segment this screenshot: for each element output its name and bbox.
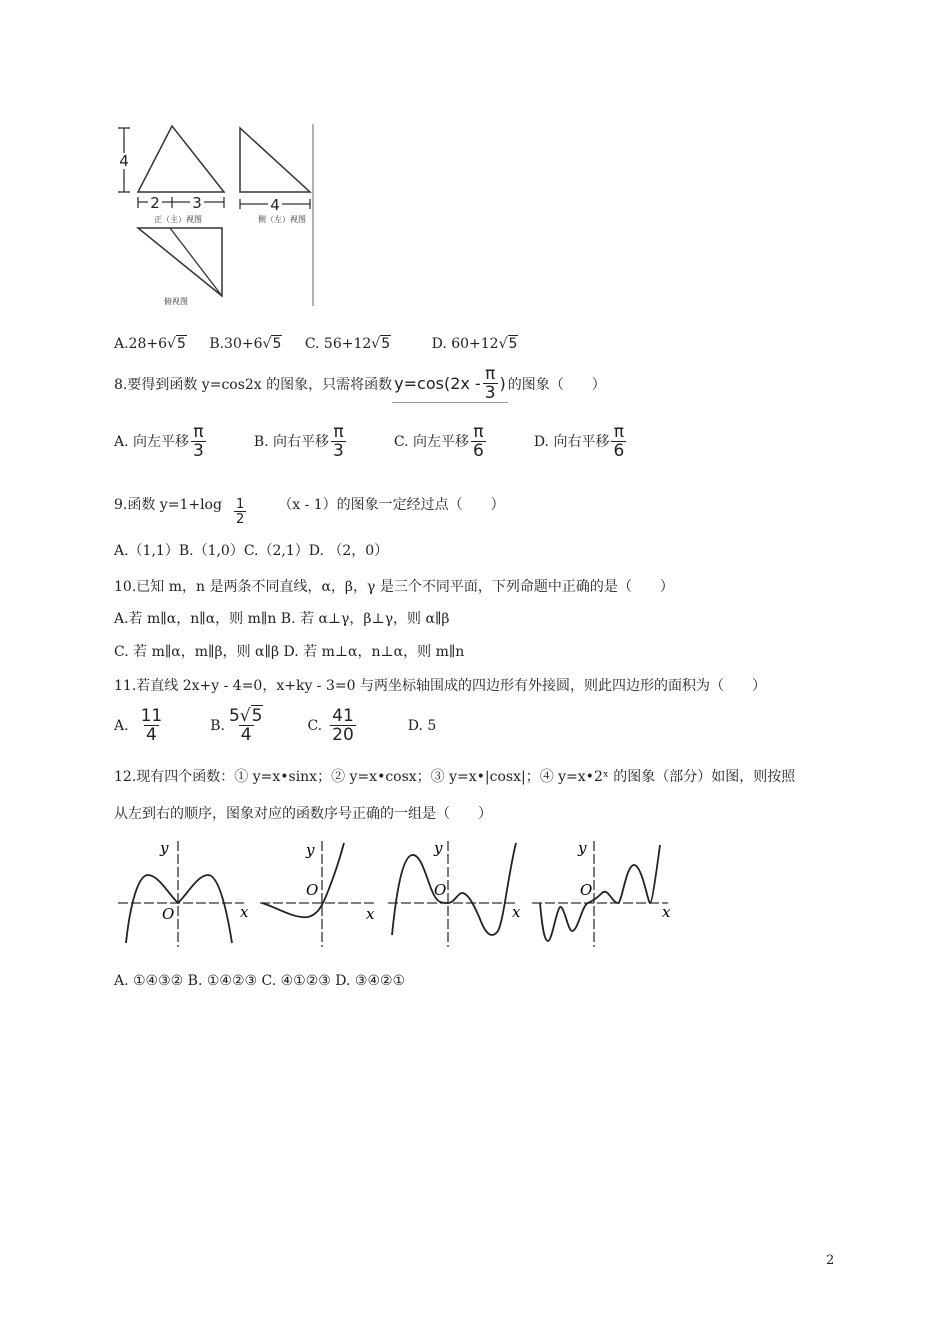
q12-options: A. ①④③② B. ①④②③ C. ④①②③ D. ③④②① (114, 973, 406, 989)
q7-option-c (305, 335, 391, 353)
q8-stem-post: 的图象（ ） (507, 376, 606, 393)
q10-options-ab: A.若 m∥α，n∥α，则 m∥n B. 若 α⊥γ，β⊥γ，则 α∥β (114, 611, 450, 627)
q11-stem: 11.若直线 2x+y - 4=0，x+ky - 3=0 与两坐标轴围成的四边形有外接圆，则此四边形的面积为（ ） (114, 678, 766, 694)
q9-options: A.（1,1）B.（1,0）C.（2,1）D. （2，0） (114, 543, 389, 559)
q9-stem-pre: 9.函数 y=1+log (114, 497, 222, 513)
frac-num: 1 (235, 497, 245, 512)
graph-1-origin: O (162, 905, 175, 923)
graph-4-curve (540, 845, 660, 941)
frac-den: 3 (484, 383, 496, 403)
graph-4-origin: O (580, 881, 593, 899)
dim-right: 3 (192, 194, 202, 212)
q8-option-d: D. 向右平移 (533, 434, 610, 450)
coef: 5 (228, 706, 240, 726)
radicand: 5 (272, 336, 282, 352)
graph-1 (118, 839, 249, 947)
three-view-figure (110, 120, 320, 310)
sqrt-5: √5 (167, 336, 186, 352)
graph-3-curve (392, 843, 516, 935)
frac-den: 6 (613, 441, 625, 461)
sqrt-5: √5 (262, 336, 282, 352)
graph-1-y-label: y (160, 839, 169, 857)
radicand: 5 (381, 336, 391, 352)
top-view-shape (138, 228, 222, 296)
q8-function (392, 366, 508, 403)
frac-num: π (484, 364, 496, 384)
q8-stem (114, 366, 606, 403)
page-number: 2 (826, 1253, 835, 1268)
frac-den: 6 (473, 441, 484, 461)
q10-options-cd: C. 若 m∥α，m∥β，则 α∥β D. 若 m⊥α，n⊥α，则 m∥n (114, 644, 465, 660)
q7-options (114, 335, 518, 353)
q8-func-frac (483, 366, 498, 402)
frac-den: 3 (193, 441, 204, 461)
q11-option-b: B. (210, 718, 225, 734)
dim-left: 2 (150, 194, 160, 212)
q11-option-a: A. (114, 718, 129, 734)
frac-num: 41 (332, 706, 354, 726)
q7-a-text: A.28+6 (114, 336, 168, 352)
q8-b-frac (331, 424, 346, 460)
frac-num: π (193, 422, 204, 442)
q9-stem-post: （x - 1）的图象一定经过点（ ） (278, 497, 505, 513)
q7-c-text: C. 56+12 (304, 336, 372, 352)
q12-graphs (112, 835, 682, 955)
sqrt-5: √5 (371, 336, 391, 352)
frac-den: 4 (240, 725, 252, 745)
frac-den: 2 (235, 512, 245, 527)
q9-log-base (234, 498, 246, 526)
frac-den: 20 (332, 725, 354, 745)
q7-option-a (114, 335, 187, 353)
sqrt-5: √5 (239, 706, 263, 726)
graph-4 (532, 839, 671, 947)
frac-num: π (333, 422, 344, 442)
frac-num: 11 (140, 706, 163, 726)
top-view-label: 俯视图 (164, 297, 188, 306)
q8-c-frac (471, 424, 486, 460)
graph-4-x-label: x (662, 903, 671, 921)
graph-2-x-label: x (366, 905, 375, 923)
q8-option-a: A. 向左平移 (114, 434, 190, 450)
graph-4-y-label: y (578, 839, 587, 857)
q8-d-frac (611, 424, 626, 460)
side-view-label: 侧（左）视图 (258, 215, 306, 224)
frac-num (227, 708, 266, 725)
frac-den: 3 (333, 441, 344, 461)
q12-stem-line2: 从左到右的顺序，图象对应的函数序号正确的一组是（ ） (114, 806, 492, 822)
radicand: 5 (176, 336, 186, 352)
q8-stem-pre: 8.要得到函数 y=cos2x 的图象，只需将函数 (114, 376, 393, 393)
q11-c-frac (330, 708, 356, 744)
q12-stem-line1: 12.现有四个函数：① y=x•sinx；② y=x•cosx；③ y=x•|cosx|；④ y=x•2ˣ 的图象（部分）如图，则按照 (114, 769, 796, 785)
q7-d-text: D. 60+12 (431, 336, 499, 352)
radicand: 5 (251, 706, 263, 726)
q8-func-pre: y=cos(2x - (394, 374, 481, 393)
graph-2-origin: O (306, 881, 319, 899)
dim-side: 4 (270, 196, 280, 214)
q7-option-d (432, 335, 519, 353)
sqrt-5: √5 (498, 336, 518, 352)
graph-2-curve (262, 843, 344, 917)
q11-option-d: D. 5 (407, 718, 437, 734)
graph-3 (388, 839, 521, 947)
q9-stem (114, 484, 505, 526)
q11-b-frac (227, 708, 266, 744)
graph-3-origin: O (434, 881, 447, 899)
q11-options (114, 708, 436, 744)
graph-3-y-label: y (434, 839, 443, 857)
graph-3-x-label: x (512, 903, 521, 921)
q10-stem: 10.已知 m，n 是两条不同直线，α，β，γ 是三个不同平面，下列命题中正确的是（ ） (114, 579, 674, 595)
q7-b-text: B.30+6 (209, 336, 263, 352)
q8-options (114, 424, 628, 460)
q8-option-b: B. 向右平移 (253, 434, 330, 450)
graph-1-x-label: x (240, 903, 249, 921)
dim-height: 4 (119, 152, 129, 170)
q11-a-frac (139, 708, 165, 744)
frac-num: π (473, 422, 484, 442)
graph-2-y-label: y (306, 841, 315, 859)
radicand: 5 (508, 336, 518, 352)
q8-func-post: ) (499, 374, 506, 393)
q8-a-frac (191, 424, 206, 460)
frac-num: π (613, 422, 624, 442)
graph-1-curve (126, 875, 232, 943)
q7-option-b (209, 335, 282, 353)
q8-option-c: C. 向左平移 (393, 434, 469, 450)
graph-2 (260, 841, 376, 947)
front-view-label: 正（主）视图 (154, 215, 202, 224)
side-view-triangle (240, 128, 310, 192)
frac-den: 4 (145, 725, 157, 745)
q11-option-c: C. (307, 718, 323, 734)
front-view-triangle (138, 126, 224, 192)
